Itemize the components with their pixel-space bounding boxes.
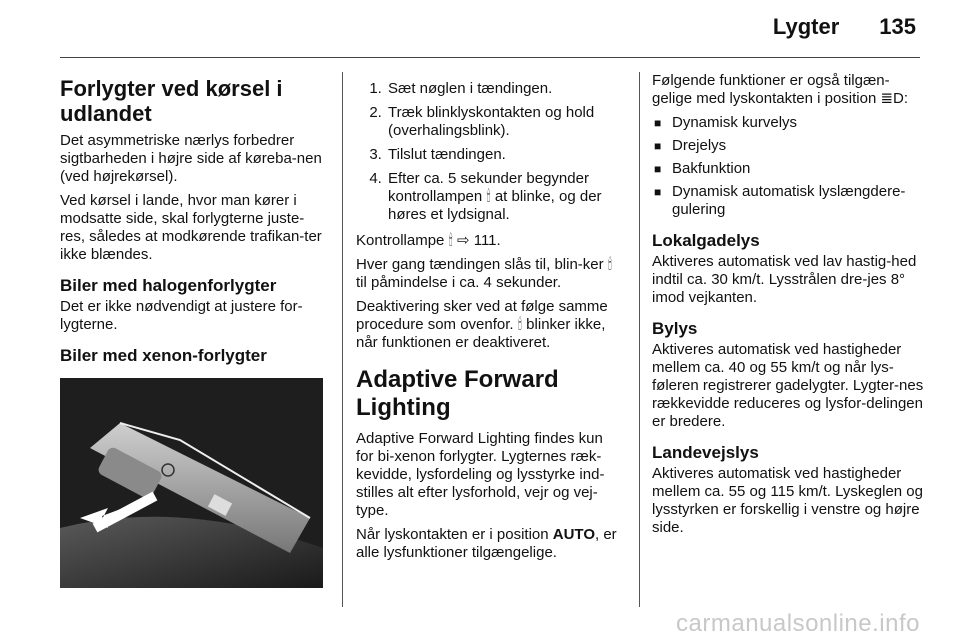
- paragraph: Ved kørsel i lande, hvor man kører i modsatte side, skal forlygterne juste-res, således at modkørende trafikan-ter ikke blændes.: [60, 192, 322, 263]
- auto-label: AUTO: [552, 526, 595, 543]
- chapter-title: Lygter: [772, 14, 840, 39]
- paragraph: Følgende funktioner er også tilgæn-gelige med lyskontakten i position ≣D:: [652, 72, 909, 107]
- features-list: [652, 114, 924, 219]
- list-item: ■ Dynamisk kurvelys: [652, 114, 924, 132]
- watermark: carmanualsonline.info: [676, 610, 920, 637]
- column-1: [60, 72, 328, 368]
- text-run: , er alle lysfunktioner tilgængelige.: [356, 526, 617, 561]
- list-item: ■ Drejelys: [652, 137, 924, 155]
- paragraph: Det asymmetriske nærlys forbedrer sigtbarheden i højre side af køreba-nen (ved højrekørsel).: [60, 132, 322, 185]
- page-number: 135: [879, 14, 916, 39]
- column-divider: [639, 72, 640, 607]
- paragraph: Aktiveres automatisk ved hastigheder mellem ca. 40 og 55 km/t og når lys-føleren registrerer gadelygter. Lygter-nes rækkevidde reduceres og lysfor-delingen er bredere.: [652, 341, 924, 430]
- paragraph: Det er ikke nødvendigt at justere for-lygterne.: [60, 298, 303, 333]
- subheading-bylys: Bylys: [652, 319, 698, 338]
- section-heading-abroad: Forlygter ved kørsel i udlandet: [60, 76, 283, 126]
- column-divider: [342, 72, 343, 607]
- section-heading-afl: Adaptive Forward Lighting: [356, 366, 559, 421]
- subheading-halogen: Biler med halogenforlygter: [60, 276, 277, 295]
- paragraph: Aktiveres automatisk ved hastigheder mellem ca. 55 og 115 km/t. Lyskeglen og lysstyrken er forskellig i venstre og højre side.: [652, 465, 923, 536]
- stalk-illustration: [60, 378, 323, 588]
- text-run: Når lyskontakten er i position: [356, 526, 553, 543]
- column-3: [652, 72, 924, 543]
- list-item: 1. Sæt nøglen i tændingen.: [386, 80, 622, 98]
- subheading-lokalgadelys: Lokalgadelys: [652, 231, 760, 250]
- list-item: 4. Efter ca. 5 sekunder begynder kontrollampen 🕯 at blinke, og der høres et lydsignal.: [386, 170, 622, 224]
- paragraph: Hver gang tændingen slås til, blin-ker 🕯 til påmindelse i ca. 4 sekunder.: [356, 256, 613, 291]
- header-rule: [60, 57, 920, 58]
- subheading-landevejslys: Landevejslys: [652, 443, 759, 462]
- page-header: [773, 14, 916, 40]
- list-item: 2. Træk blinklyskontakten og hold (overhalingsblink).: [386, 104, 622, 140]
- subheading-xenon: Biler med xenon-forlygter: [60, 346, 267, 365]
- list-item: ■ Bakfunktion: [652, 160, 924, 178]
- column-2: [356, 72, 622, 568]
- paragraph: Deaktivering sker ved at følge samme procedure som ovenfor. 🕯 blinker ikke, når funktionen er deaktiveret.: [356, 298, 608, 351]
- paragraph: Adaptive Forward Lighting findes kun for bi-xenon forlygter. Lygternes ræk-kevidde, lysfordeling og lysstyrke ind-stilles alt efter lysforhold, vejr og vej-type.: [356, 430, 605, 519]
- paragraph: Kontrollampe 🕯 ⇨ 111.: [356, 232, 501, 249]
- list-item: 3. Tilslut tændingen.: [386, 146, 622, 164]
- paragraph: Aktiveres automatisk ved lav hastig-hed indtil ca. 30 km/t. Lysstrålen dre-jes 8° imod vejkanten.: [652, 253, 917, 306]
- steps-list: [356, 80, 622, 224]
- paragraph-auto: [356, 526, 622, 562]
- list-item: ■ Dynamisk automatisk lyslængdere-gulering: [652, 183, 924, 219]
